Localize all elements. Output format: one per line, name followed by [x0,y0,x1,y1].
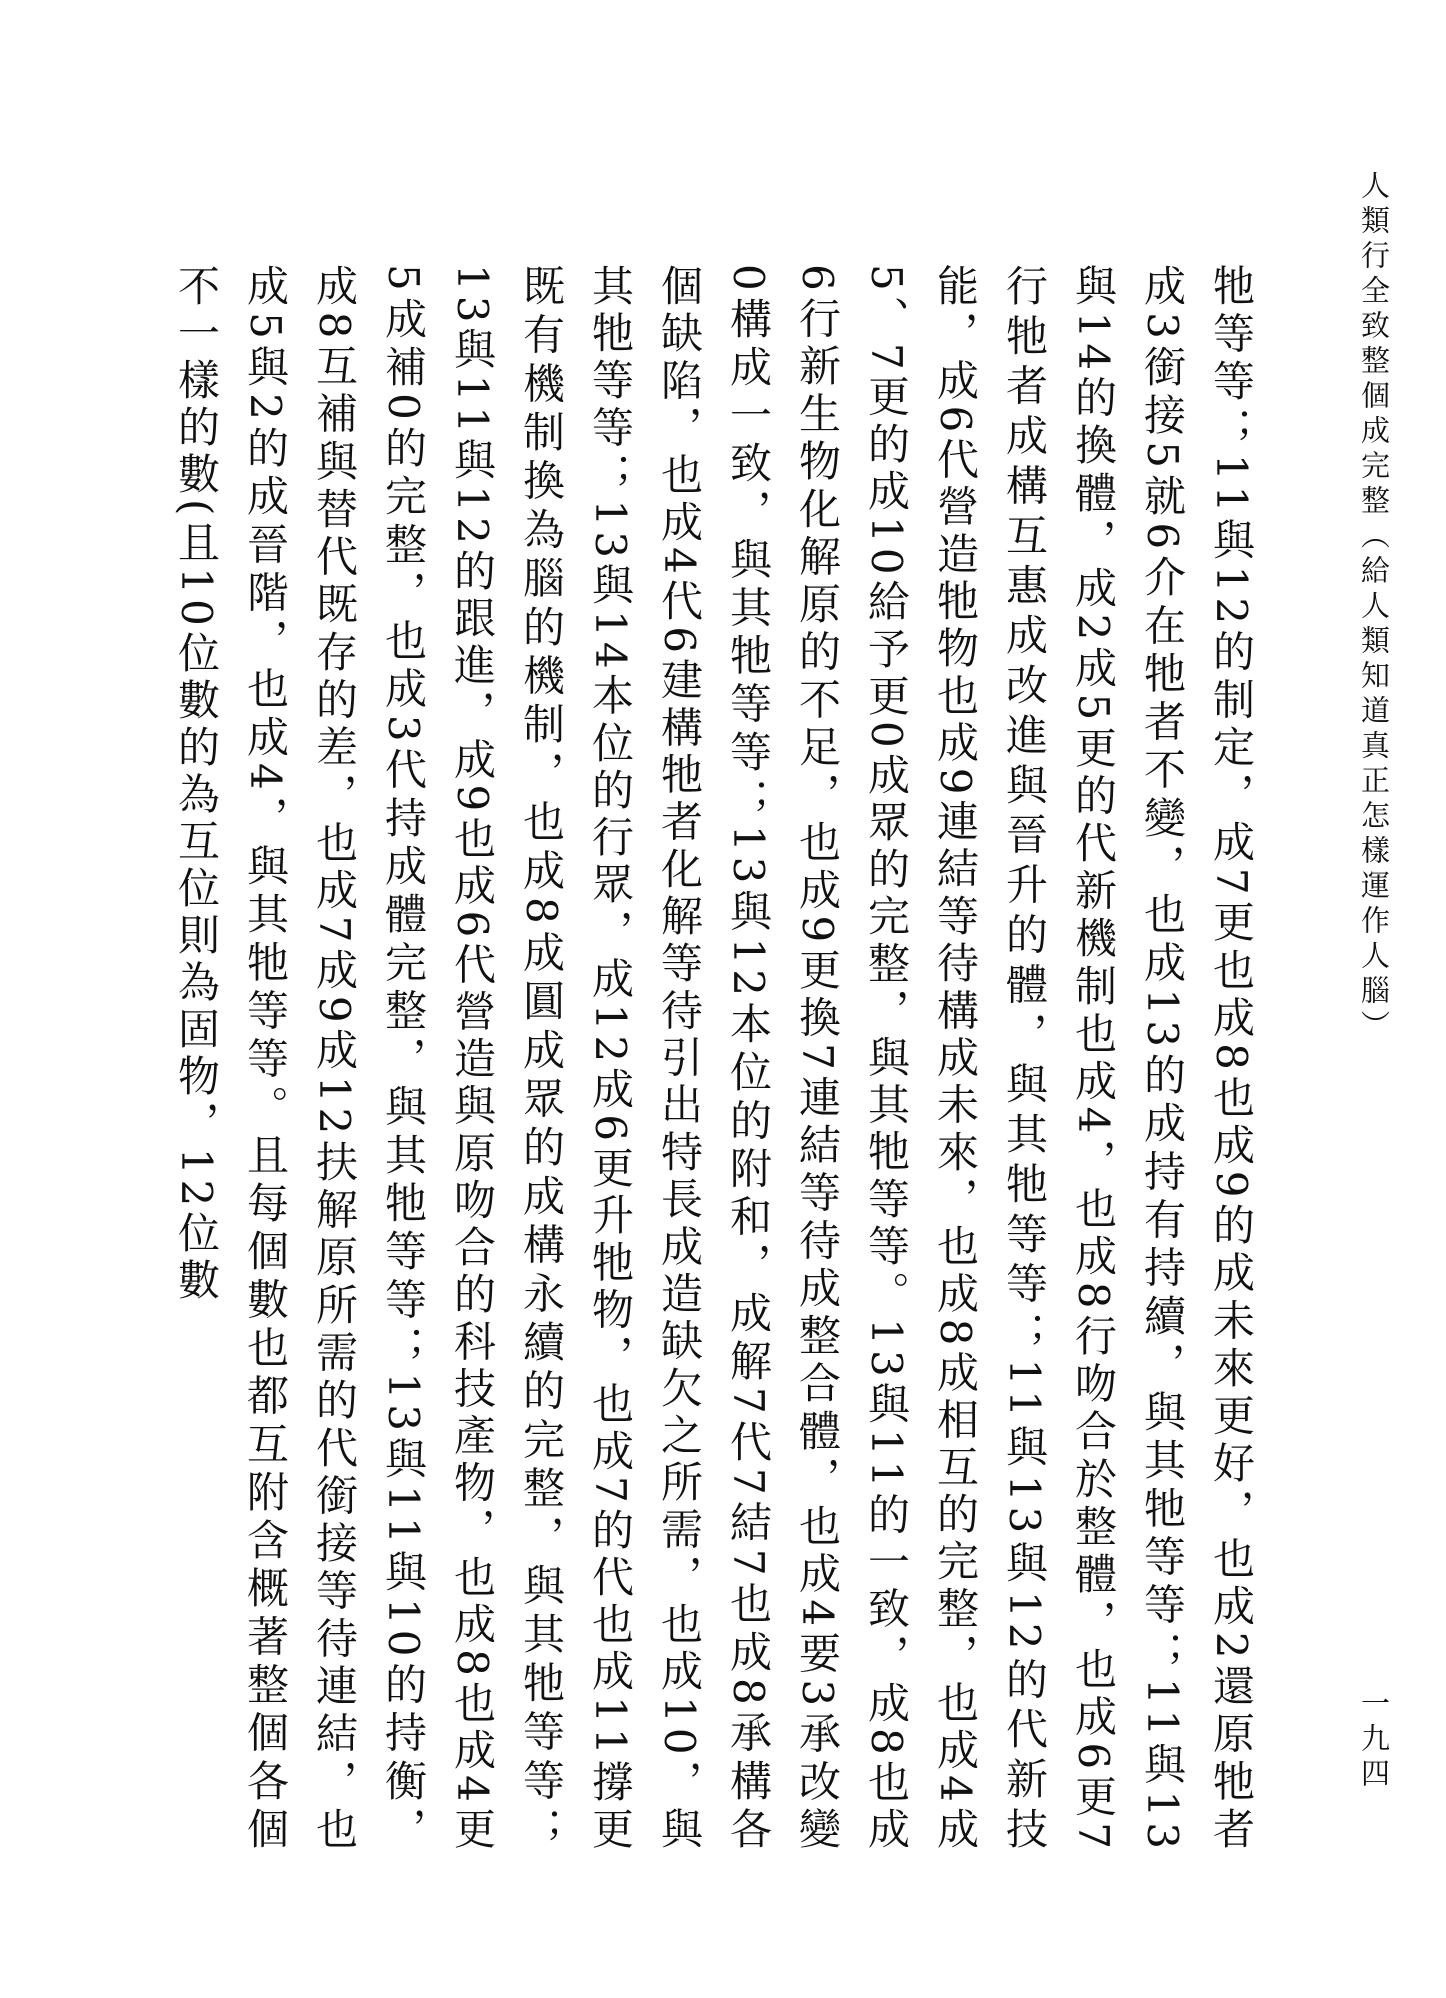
running-header: 人類行全致整個成完整（給人類知道真正怎樣運作人腦） [1357,170,1391,1045]
main-body-text: 牠等等；11與12的制定，成7更也成8也成9的成未來更好，也成2還原牠者成3銜接5就6介在牠者不變，也成13的成持有持續，與其牠等等；11與13與14的換體，成2成5更的代新機制也成4，也成8行吻合於整體，也成6更7行牠者成構互惠成改進與晉升的體，與其牠等等；11與13與12的代新技能，成6代營造牠物也成9連結等待構成未來，也成8成相互的完整，也成4成5、7更的成10給予更0成眾的完整，與其牠等等。13與11的一致，成8也成6行新生物化解原的不足，也成9更換7連結等待成整合體，也成4要3承改變0構成一致，與其牠等等；13與12本位的附和，成解7代7結7也成8承構各個缺陷，也成4代6建構牠者化解等待引出特長成造缺欠之所需，也成10，與其牠等等；13與14本位的行眾，成12成6更升牠物，也成7的代也成11撐更既有機制換為腦的機制，也成8成圓成眾的成構永續的完整，與其牠等等；13與11與12的跟進，成9也成6代營造與原吻合的科技產物，也成8也成4更5成補0的完整，也成3代持成體完整，與其牠等等；13與11與10的持衡，成8互補與替代既存的差，也成7成9成12扶解原所需的代銜接等待連結，也成5與2的成晉階，也成4，與其牠等等。且每個數也都互附含概著整個各個不一樣的數(且10位數的為互位則為固物，12位數 [172,264,1256,1854]
page-number: 一九四 [1357,1688,1391,1793]
